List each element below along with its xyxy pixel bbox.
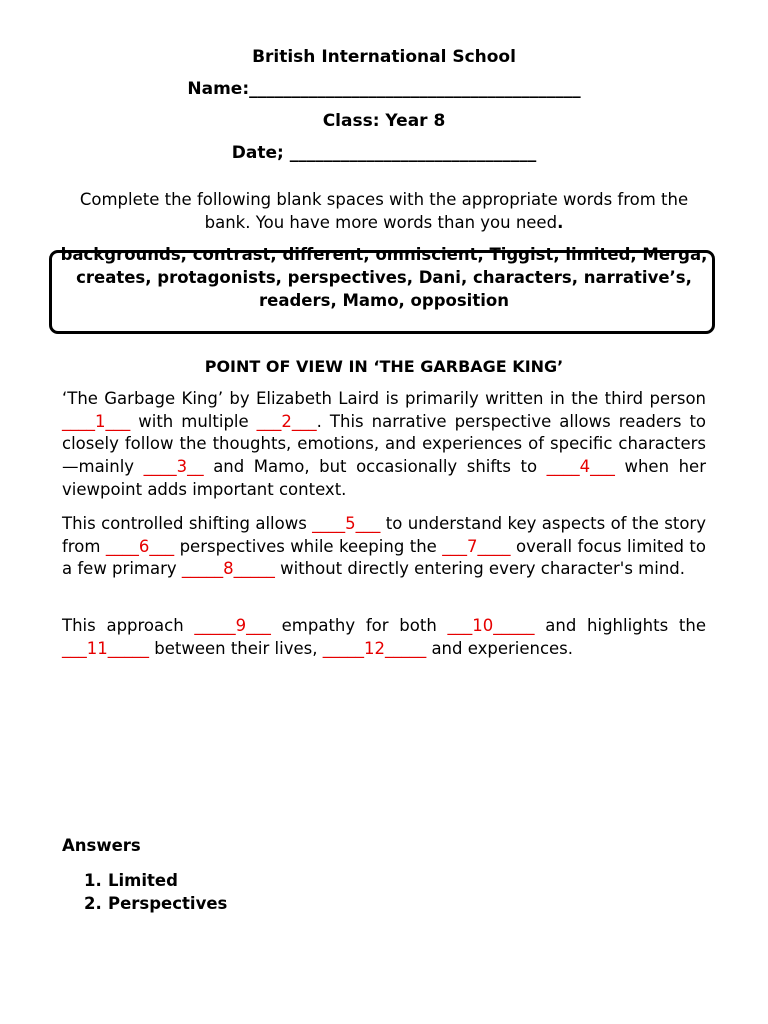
instructions-end-mark: .	[557, 213, 564, 232]
p2-text-2: to understand key aspects of the story from	[62, 514, 706, 556]
p1-text-3: . This narrative perspective allows readers to closely follow the thoughts, emotions, and experiences of specific characters—mainly	[62, 411, 707, 477]
date-field-line: Date; _____________________________	[231, 143, 537, 163]
p2-text-5: without directly entering every character's mind.	[274, 559, 686, 579]
paragraph-1	[62, 388, 706, 502]
blank-11: ___11_____	[62, 638, 149, 658]
answer-text: Limited	[108, 871, 178, 890]
p3-text-2: empathy for both	[270, 616, 448, 635]
word-bank-text: backgrounds, contrast, different, omniscient, Tiggist, limited, Merga, creates, protagonists, perspectives, Dani, characters, narrative’s, readers, Mamo, opposition	[60, 245, 708, 310]
paragraph-2	[62, 513, 706, 581]
answer-number: 2.	[84, 894, 102, 913]
p3-text-1: This approach	[62, 616, 195, 635]
p1-text-4: and Mamo, but occasionally shifts to	[203, 457, 547, 477]
blank-10: ___10_____	[447, 616, 535, 635]
answers-heading: Answers	[62, 836, 141, 855]
p1-text-1: ‘The Garbage King’ by Elizabeth Laird is primarily written in the third person	[62, 389, 706, 408]
p2-text-3: perspectives while keeping the	[174, 536, 443, 556]
blank-2: ___2___	[256, 411, 317, 431]
class-label: Class: Year 8	[322, 111, 446, 131]
blank-12: _____12_____	[322, 638, 427, 658]
instructions-text: Complete the following blank spaces with the appropriate words from the bank. You have more words than you need	[79, 190, 689, 232]
blank-7: ___7____	[442, 536, 511, 556]
section-title: POINT OF VIEW IN ‘THE GARBAGE KING’	[204, 357, 564, 376]
p3-text-3: and highlights the	[534, 616, 706, 635]
answer-number: 1.	[84, 871, 102, 890]
p3-text-4: between their lives,	[149, 638, 323, 658]
answers-list	[84, 869, 227, 915]
blank-6: ____6___	[105, 536, 175, 556]
p1-text-5: when her viewpoint adds important context.	[62, 457, 706, 499]
name-field-line: Name:_______________________________________	[187, 79, 581, 99]
p2-text-1: This controlled shifting allows	[62, 514, 313, 533]
blank-3: ____3__	[143, 457, 204, 477]
answer-item	[84, 892, 227, 915]
paragraph-3	[62, 615, 706, 660]
blank-8: _____8_____	[181, 559, 275, 579]
blank-1: ____1___	[62, 411, 131, 431]
instructions	[62, 188, 706, 234]
school-name: British International School	[252, 47, 516, 67]
blank-4: ____4___	[546, 457, 615, 477]
p2-text-4: overall focus limited to a few primary	[62, 536, 706, 579]
blank-5: ____5___	[312, 514, 381, 533]
answer-text: Perspectives	[108, 894, 228, 913]
p1-text-2: with multiple	[130, 411, 257, 431]
answer-item	[84, 869, 227, 892]
blank-9: _____9___	[194, 616, 271, 635]
p3-text-5: and experiences.	[426, 638, 574, 658]
